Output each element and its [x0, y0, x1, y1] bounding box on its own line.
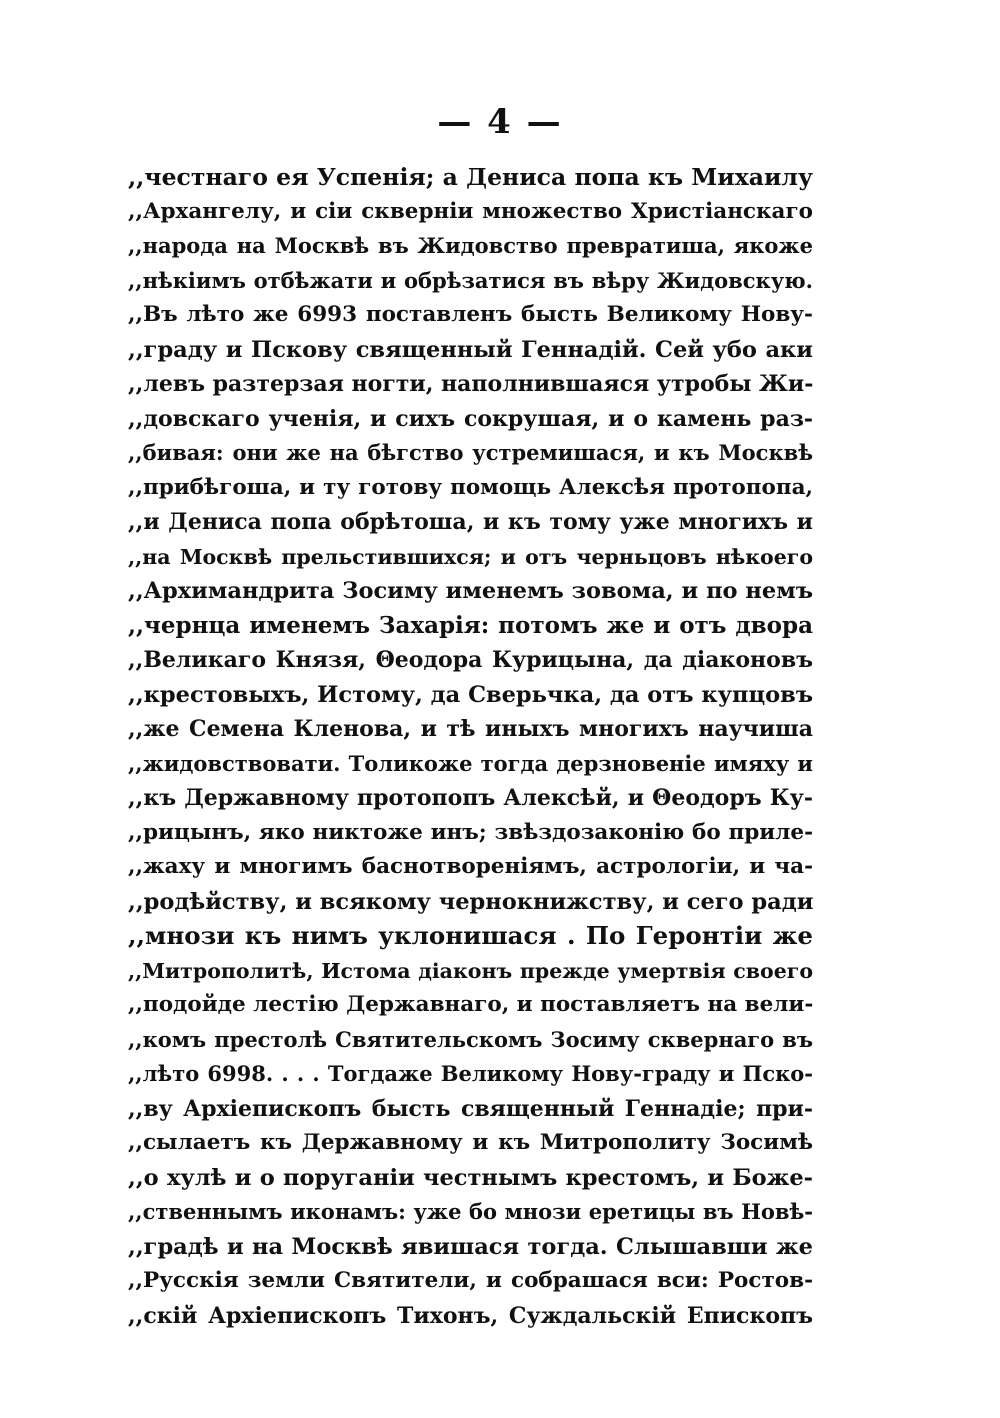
text-line: ,,честнаго ея Успенія; а Дениса попа къ Михаилу — [128, 163, 813, 191]
text-line: ,,крестовыхъ, Истому, да Сверьчка, да отъ купцовъ — [128, 681, 813, 708]
text-line: ,,довскаго ученія, и сихъ сокрушая, и о камень раз- — [128, 405, 813, 432]
text-line: ,,комъ престолѣ Святительскомъ Зосиму сквернаго въ — [128, 1026, 813, 1052]
text-line: ,,Архимандрита Зосиму именемъ зовома, и по немъ — [128, 578, 813, 604]
text-line: ,,же Семена Кленова, и тѣ иныхъ многихъ научиша — [128, 716, 813, 742]
text-line: ,,жаху и многимъ баснотвореніямъ, астрологіи, и ча- — [128, 854, 813, 879]
page-number: — 4 — — [437, 102, 563, 142]
text-line: ,,лѣто 6998. . . . Тогдаже Великому Нову-граду и Пско- — [128, 1061, 813, 1086]
text-line: ,,Русскія земли Святители, и собрашася вси: Ростов- — [128, 1268, 813, 1293]
text-line: ,,сылаетъ къ Державному и къ Митрополиту Зосимѣ — [128, 1130, 813, 1155]
text-line: ,,Митрополитѣ, Истома діаконъ прежде умертвія своего — [128, 958, 813, 983]
text-line: ,,ву Архіепископъ бысть священный Геннадіе; при- — [128, 1095, 813, 1122]
text-line: ,,о хулѣ и о поруганіи честнымъ крестомъ, и Боже- — [128, 1164, 813, 1191]
text-line: ,,нѣкіимъ отбѣжати и обрѣзатися въ вѣру Жидовскую. — [128, 267, 813, 293]
text-line: ,,граду и Пскову священный Геннадій. Сей убо аки — [128, 336, 813, 363]
text-line: ,,ственнымъ иконамъ: уже бо мнози еретицы въ Новѣ- — [128, 1199, 813, 1224]
body-text — [128, 160, 813, 1333]
text-line: ,,Архангелу, и сіи скверніи множество Христіанскаго — [128, 198, 813, 224]
text-line: ,,чернца именемъ Захарія: потомъ же и отъ двора — [128, 611, 813, 639]
text-line: ,,Въ лѣто же 6993 поставленъ бысть Великому Нову- — [128, 302, 813, 327]
text-line: ,,градѣ и на Москвѣ явишася тогда. Слышавши же — [128, 1233, 813, 1260]
text-line: ,,рицынъ, яко никтоже инъ; звѣздозаконію бо приле- — [128, 819, 813, 845]
text-line: ,,Великаго Князя, Θеодора Курицына, да діаконовъ — [128, 647, 813, 673]
text-line: ,,прибѣгоша, и ту готову помощь Алексѣя протопопа, — [128, 474, 813, 500]
text-line: ,,мнози къ нимъ уклонишася . По Геронтіи же — [128, 921, 813, 950]
text-line: ,,народа на Москвѣ въ Жидовство превратиша, якоже — [128, 233, 813, 258]
text-line: ,,подойде лестію Державнаго, и поставляетъ на вели- — [128, 992, 813, 1017]
text-line: ,,бивая: они же на бѣгство устремишася, и къ Москвѣ — [128, 440, 813, 465]
text-line: ,,и Дениса попа обрѣтоша, и къ тому уже многихъ и — [128, 509, 813, 535]
text-line: ,,на Москвѣ прельстившихся; и отъ черньцовъ нѣкоего — [128, 544, 813, 569]
text-line: ,,жидовствовати. Толикоже тогда дерзновеніе имяху и — [128, 750, 813, 776]
text-line: ,,къ Державному протопопъ Алексѣй, и Θеодоръ Ку- — [128, 785, 813, 811]
text-line: ,,родѣйству, и всякому чернокнижству, и сего ради — [128, 888, 813, 915]
text-line: ,,скій Архіепископъ Тихонъ, Суждальскій Епископъ — [128, 1302, 813, 1329]
text-line: ,,левъ разтерзая ногти, наполнившаяся утробы Жи- — [128, 371, 813, 397]
